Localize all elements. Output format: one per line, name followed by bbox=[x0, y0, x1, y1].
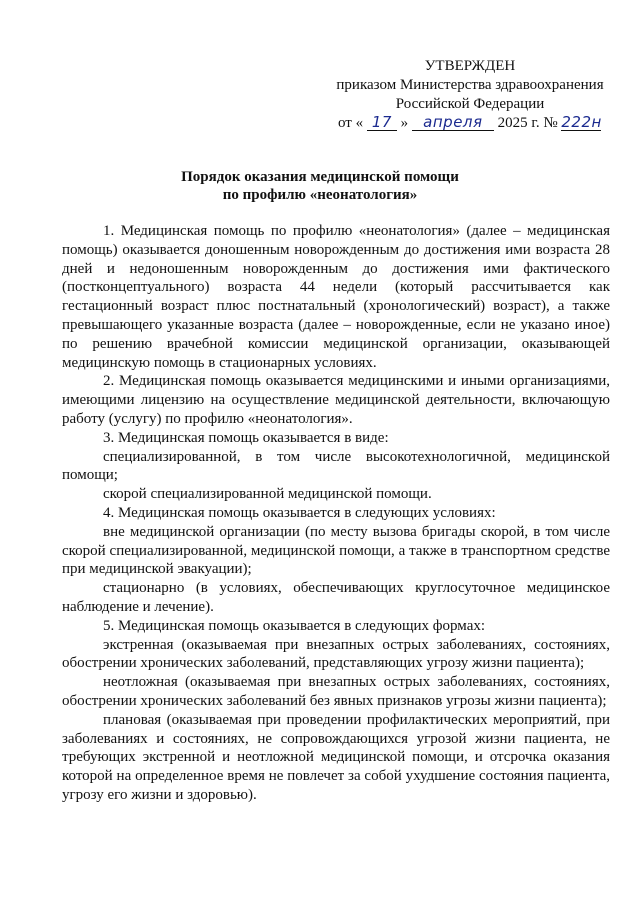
paragraph: специализированной, в том числе высокотехнологичной, медицинской помощи; bbox=[62, 448, 610, 484]
paragraph: 3. Медицинская помощь оказывается в виде: bbox=[103, 429, 389, 446]
paragraph: 4. Медицинская помощь оказывается в следующих условиях: bbox=[103, 504, 496, 521]
title-line-2: по профилю «неонатология» bbox=[222, 187, 418, 203]
approved-heading: УТВЕРЖДЕН bbox=[424, 58, 516, 74]
paragraph: 1. Медицинская помощь по профилю «неонатология» (далее – медицинская помощь) оказывается доношенным новорожденным до достижения ими возраста 28 дней и недоношенным новорожденным до достижения ими фактического (постконцептуального) возраста 44 недели (который рассчитывается как гестационный возраст плюс постнатальный (хронологический) возраст), а также превышающего указанные возраста (далее – новорожденные, если не указано иное) по решению врачебной комиссии медицинской организации, оказывающей медицинскую помощь в стационарных условиях. bbox=[62, 223, 610, 371]
paragraph: плановая (оказываемая при проведении профилактических мероприятий, при заболеваниях и состояниях, не сопровождающихся угрозой жизни пациента, не требующих экстренной и неотложной медицинской помощи, и отсрочка оказания которой на определенное время не повлечет за собой ухудшение состояния пациента, угрозу его жизни и здоровью). bbox=[62, 711, 610, 803]
title-line-1: Порядок оказания медицинской помощи bbox=[181, 169, 459, 185]
paragraph: стационарно (в условиях, обеспечивающих круглосуточное медицинское наблюдение и лечение). bbox=[62, 580, 610, 615]
approval-block bbox=[330, 57, 610, 133]
approval-line-federation: Российской Федерации bbox=[395, 96, 545, 112]
order-date-line bbox=[330, 114, 610, 133]
paragraph: скорой специализированной медицинской помощи. bbox=[103, 486, 432, 503]
order-day: 17 bbox=[367, 114, 397, 131]
paragraph: экстренная (оказываемая при внезапных острых заболеваниях, состояниях, обострении хронических заболеваний, представляющих угрозу жизни пациента); bbox=[62, 636, 610, 672]
order-close-quote: » bbox=[400, 115, 409, 131]
order-from-label: от « bbox=[338, 115, 364, 131]
document-title bbox=[90, 168, 550, 204]
paragraph: 5. Медицинская помощь оказывается в следующих формах: bbox=[103, 617, 486, 634]
order-year-label: 2025 г. № bbox=[497, 115, 558, 131]
paragraph: 2. Медицинская помощь оказывается медицинскими и иными организациями, имеющими лицензию на осуществление медицинской деятельности, включающую работу (услугу) по профилю «неонатология». bbox=[62, 373, 610, 427]
approval-line-ministry: приказом Министерства здравоохранения bbox=[336, 77, 604, 93]
order-number: 222н bbox=[561, 113, 602, 131]
document-body bbox=[62, 222, 610, 805]
paragraph: вне медицинской организации (по месту вызова бригады скорой, в том числе скорой специализированной, медицинской помощи, а также в транспортном средстве при медицинской эвакуации); bbox=[62, 523, 610, 578]
paragraph: неотложная (оказываемая при внезапных острых заболеваниях, состояниях, обострении хронических заболеваний без явных признаков угрозы жизни пациента); bbox=[62, 674, 610, 709]
order-month: апреля bbox=[412, 114, 494, 131]
